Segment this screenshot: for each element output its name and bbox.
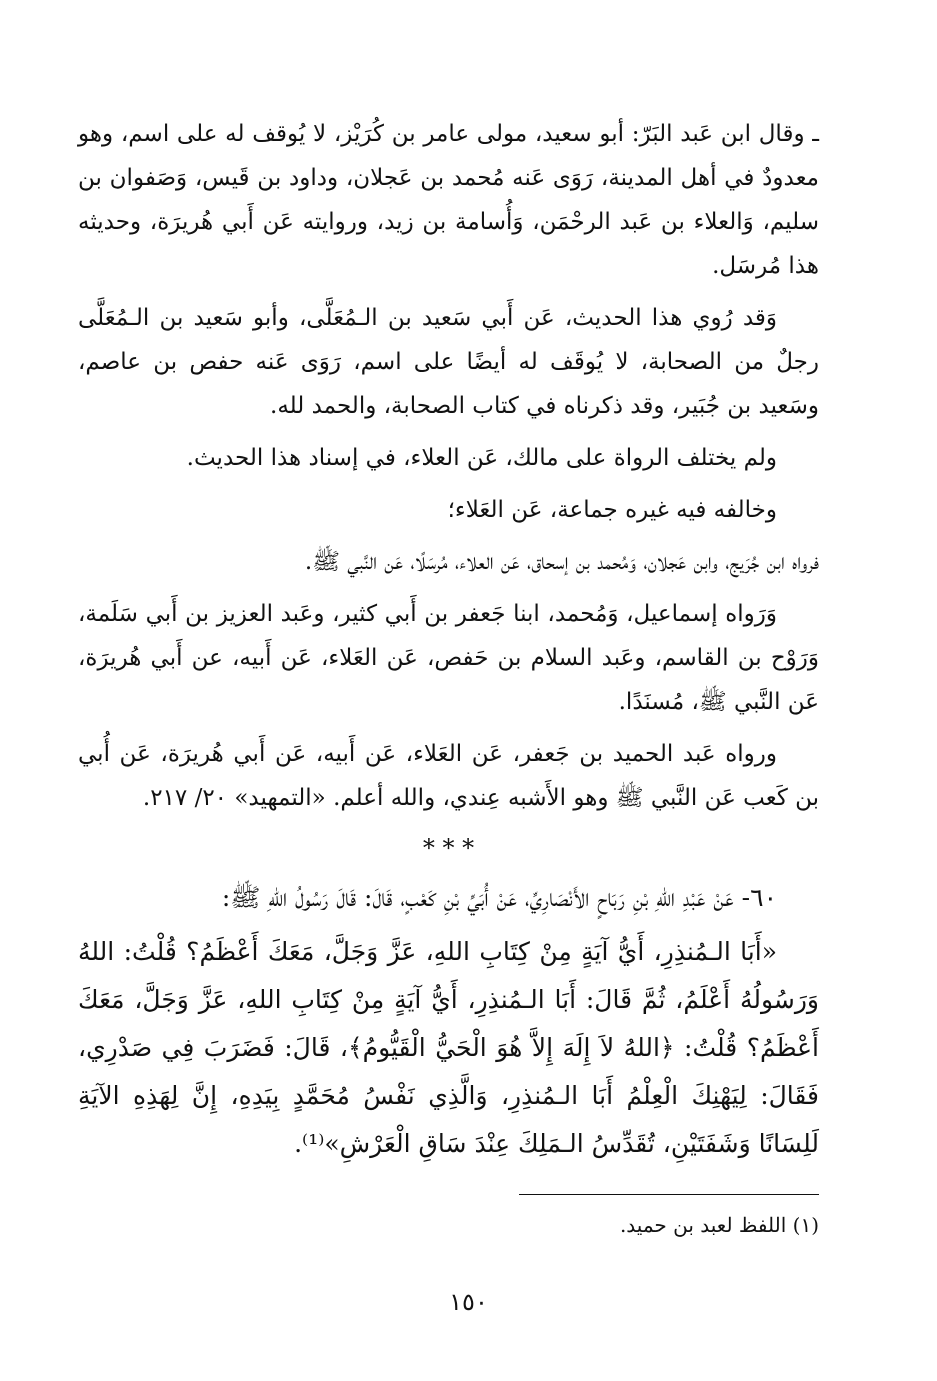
paragraph-abd-alhamid: ورواه عَبد الحميد بن جَعفر، عَن العَلاء، عَن أَبيه، عَن أَبي هُريرَة، عَن أُبي بن كَعب عَن النَّبي ﷺ وهو الأَشبه عِندي، والله أعلم. «التمهيد» ٢٠/ ٢١٧. [78,741,819,811]
hadith-header: ٦٠- عَنْ عَبْدِ اللهِ بْنِ رَبَاحٍ الأَنْصَارِيِّ، عَنْ أُبَيِّ بْنِ كَعْبٍ، قَالَ: قَالَ رَسُولُ اللهِ ﷺ: [221,883,777,912]
footnote-divider [519,1194,819,1195]
paragraph-ibn-jurayj-mursal: فرواه ابن جُرَيج، وابن عَجلان، وَمُحمد بن إسحاق، عَن العلاء، مُرسَلًا، عَن النَّبي ﷺ. [304,549,819,575]
page-body [78,112,819,1241]
paragraph-ibn-abd-albarr: ـ وقال ابن عَبد البَرّ: أبو سعيد، مولى عامر بن كُرَيْز، لا يُوقف له على اسم، وهو معدودٌ في أهل المدينة، رَوَى عَنه مُحمد بن عَجلان، وداود بن قَيس، وَصَفوان بن سليم، وَالعلاء بن عَبد الرحْمَن، وَأُسامة بن زيد، وروايته عَن أَبي هُريرَة، وحديثه هذا مُرسَل. [78,121,819,279]
footnote: (١) اللفظ لعبد بن حميد. [619,1213,819,1237]
section-separator: * * * [422,834,475,862]
paragraph-others-differed: وخالفه فيه غيره جماعة، عَن العَلاء؛ [447,497,777,523]
hadith-text: «أَبَا الـمُنذِرِ، أَيُّ آيَةٍ مِنْ كِتَابِ اللهِ، عَزَّ وَجَلَّ، مَعَكَ أَعْظَمُ؟ قُلْتُ: اللهُ وَرَسُولُهُ أَعْلَمُ، ثُمَّ قَالَ: أَبَا الـمُنذِرِ، أَيُّ آيَةٍ مِنْ كِتَابِ اللهِ، عَزَّ وَجَلَّ، مَعَكَ أَعْظَمُ؟ قُلْتُ: ﴿اللهُ لاَ إِلَهَ إِلاَّ هُوَ الْحَيُّ الْقَيُّومُ﴾، قَالَ: فَضَرَبَ فِي صَدْرِي، فَقَالَ: لِيَهْنِكَ الْعِلْمُ أَبَا الـمُنذِرِ، وَالَّذِي نَفْسُ مُحَمَّدٍ بِيَدِهِ، إِنَّ لِهَذِهِ الآيَةِ لَلِسَانًا وَشَفَتَيْنِ، تُقَدِّسُ الـمَلِكَ عِنْدَ سَاقِ الْعَرْشِ»⁽¹⁾. [78,937,819,1158]
paragraph-abu-said-ibn-almualla: وَقد رُوي هذا الحديث، عَن أَبي سَعيد بن الـمُعَلَّى، وأبو سَعيد بن الـمُعَلَّى رجلٌ من الصحابة، لا يُوقَف له أيضًا على اسم، رَوَى عَنه حفص بن عاصم، وسَعيد بن جُبَير، وقد ذكرناه في كتاب الصحابة، والحمد لله. [78,305,819,419]
paragraph-ismail-musnad: وَرَواه إسماعيل، وَمُحمد، ابنا جَعفر بن أَبي كثير، وعَبد العزيز بن أَبي سَلَمة، وَرَوْح بن القاسم، وعَبد السلام بن حَفص، عَن العَلاء، عَن أَبيه، عن أَبي هُريرَة، عَن النَّبي ﷺ، مُسنَدًا. [78,601,819,715]
paragraph-narrators-malik: ولم يختلف الرواة على مالك، عَن العلاء، في إسناد هذا الحديث. [186,445,777,471]
page-number: ١٥٠ [449,1288,488,1316]
